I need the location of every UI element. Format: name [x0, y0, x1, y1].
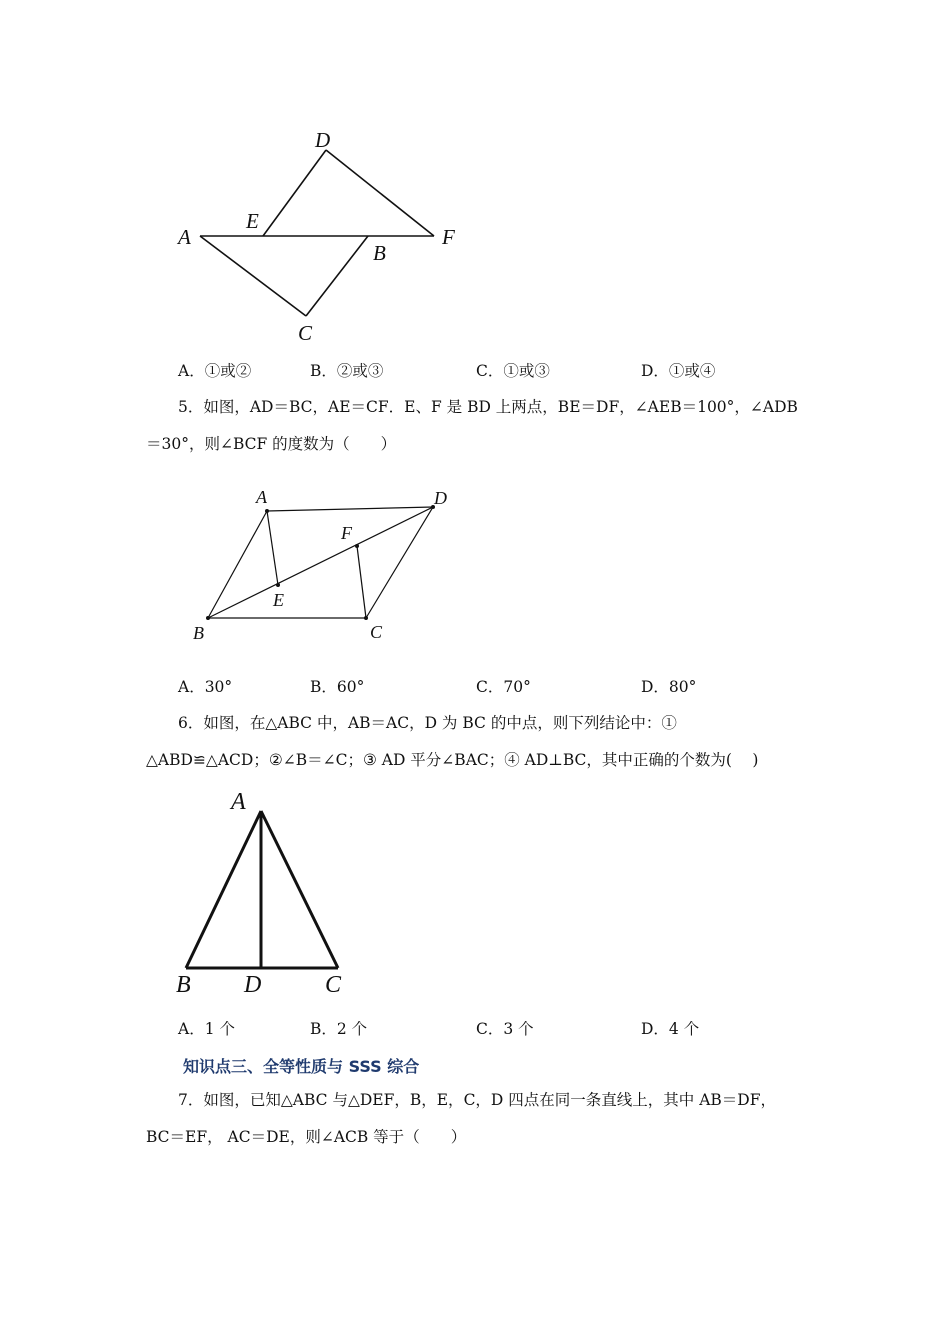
q6-option-a[interactable]: A．1 个	[178, 1020, 235, 1038]
fig2-label-e: E	[273, 590, 284, 610]
fig1-label-c: C	[298, 321, 313, 345]
figure-q6-diagram	[168, 785, 368, 1000]
q6-question-line1: 6．如图，在△ABC 中，AB＝AC，D 为 BC 的中点，则下列结论中：①	[178, 714, 677, 732]
fig2-label-b: B	[193, 623, 204, 643]
fig3-label-d: D	[244, 972, 262, 998]
q6-option-c[interactable]: C．3 个	[476, 1020, 534, 1038]
q6-option-d[interactable]: D．4 个	[641, 1020, 700, 1038]
fig3-label-c: C	[325, 972, 342, 998]
q4-option-b[interactable]: B．②或③	[310, 362, 384, 380]
fig3-label-a: A	[231, 789, 246, 815]
fig1-label-f: F	[442, 225, 455, 249]
fig2-label-d: D	[434, 488, 447, 508]
q5-option-d[interactable]: D．80°	[641, 678, 697, 696]
fig1-label-b: B	[373, 241, 386, 265]
q6-question-line2: △ABD≌△ACD；②∠B＝∠C；③ AD 平分∠BAC；④ AD⊥BC，其中正确的个数为( )	[146, 751, 759, 769]
q7-question-line2: BC＝EF， AC＝DE，则∠ACB 等于（ ）	[146, 1128, 467, 1146]
fig1-label-d: D	[315, 128, 331, 152]
figure-1-diagram	[170, 120, 470, 350]
q5-option-b[interactable]: B．60°	[310, 678, 365, 696]
fig2-label-c: C	[370, 622, 383, 642]
q4-option-c[interactable]: C．①或③	[476, 362, 550, 380]
q5-option-a[interactable]: A．30°	[178, 678, 233, 696]
fig2-label-f: F	[341, 523, 352, 543]
q5-question-line1: 5．如图，AD＝BC，AE＝CF．E、F 是 BD 上两点，BE＝DF，∠AEB＝100°，∠ADB	[178, 398, 798, 416]
q5-option-c[interactable]: C．70°	[476, 678, 531, 696]
section-heading: 知识点三、全等性质与 SSS 综合	[183, 1057, 420, 1076]
q5-question-line2: ＝30°，则∠BCF 的度数为（ ）	[146, 435, 397, 453]
fig3-label-b: B	[176, 972, 191, 998]
figure-q5-diagram	[185, 482, 465, 647]
q4-option-d[interactable]: D．①或④	[641, 362, 716, 380]
q6-option-b[interactable]: B．2 个	[310, 1020, 368, 1038]
fig1-label-a: A	[178, 225, 191, 249]
fig2-label-a: A	[256, 487, 267, 507]
q7-question-line1: 7．如图，已知△ABC 与△DEF，B，E，C，D 四点在同一条直线上，其中 AB＝DF，	[178, 1091, 776, 1109]
fig1-label-e: E	[246, 209, 259, 233]
q4-option-a[interactable]: A．①或②	[178, 362, 252, 380]
